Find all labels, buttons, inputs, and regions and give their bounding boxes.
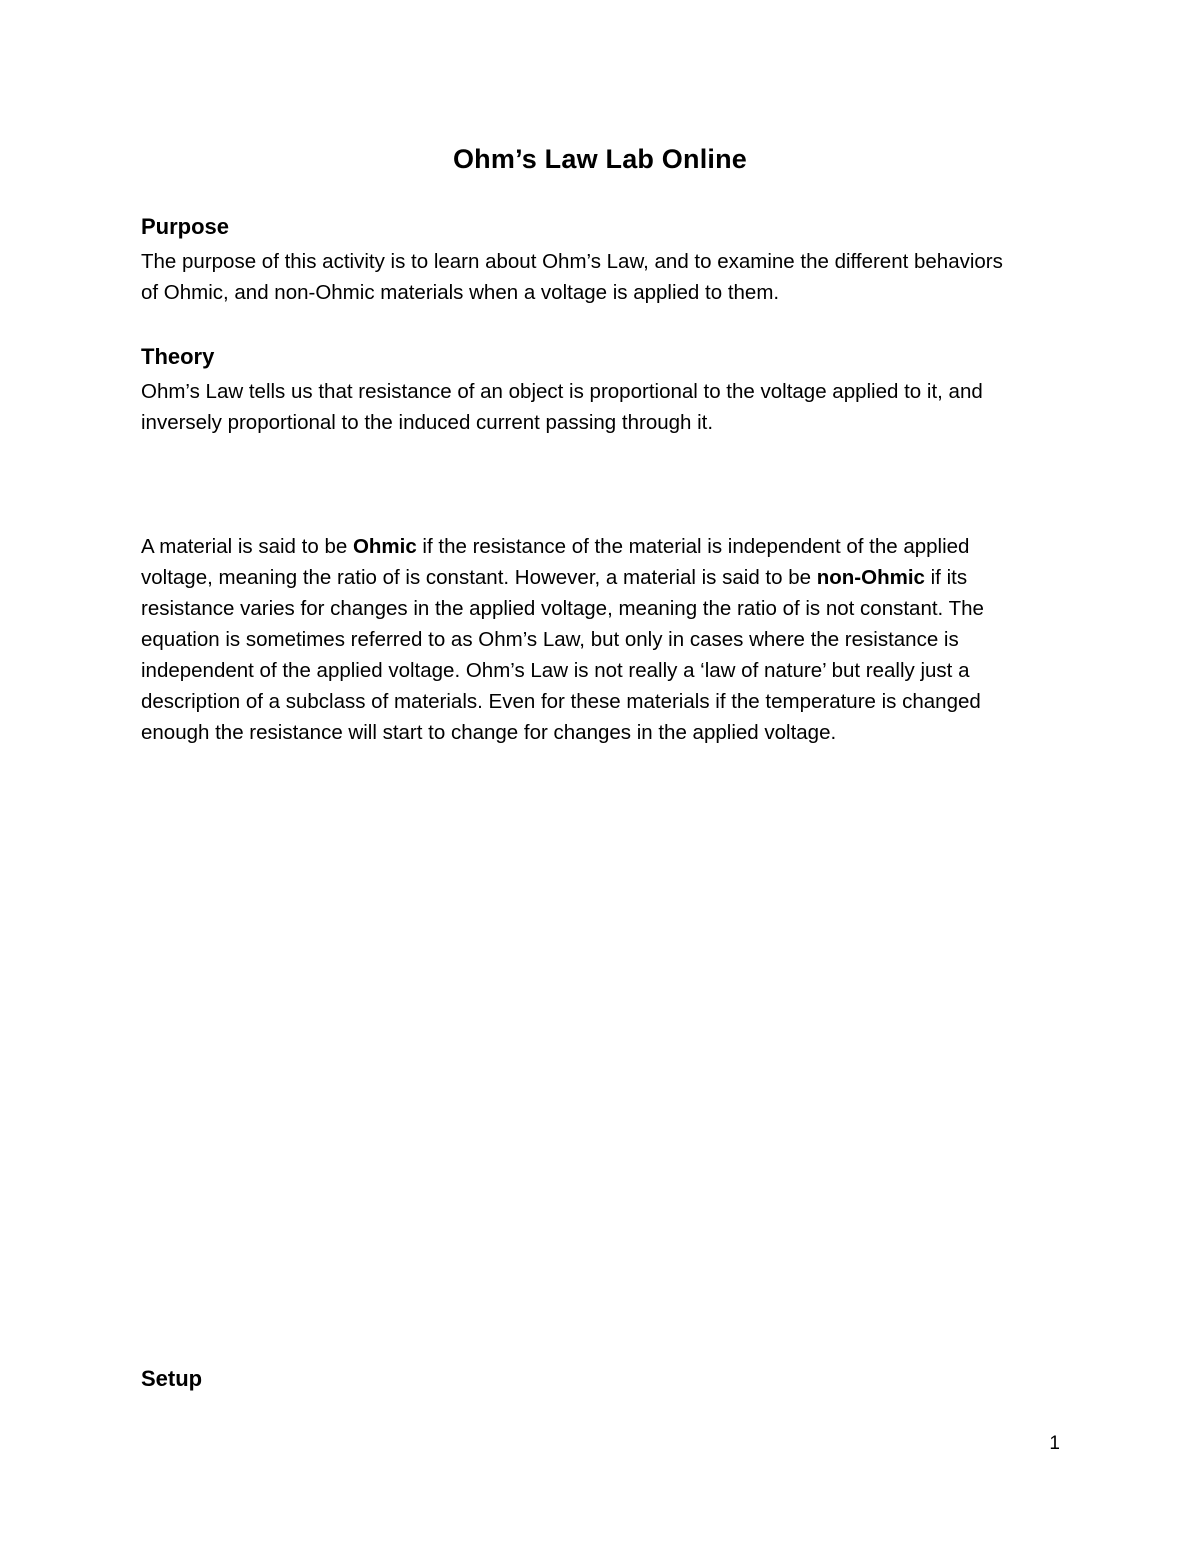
ohmic-term: Ohmic xyxy=(352,535,417,558)
ohmic-line: equation is sometimes referred to as Ohm’s Law, but only in cases where the resistance is xyxy=(141,628,959,651)
ohmic-paragraph xyxy=(141,531,1071,748)
ohmic-line: voltage, meaning the ratio of is constant. However, a material is said to be non-Ohmic if its xyxy=(141,566,968,589)
ohmic-line: independent of the applied voltage. Ohm’s Law is not really a ‘law of nature’ but really just a xyxy=(141,659,970,682)
page-number: 1 xyxy=(1049,1433,1060,1454)
ohmic-line: resistance varies for changes in the applied voltage, meaning the ratio of is not constant. The xyxy=(141,597,984,620)
non-ohmic-term: non-Ohmic xyxy=(816,566,925,589)
theory-heading: Theory xyxy=(141,344,215,369)
setup-heading: Setup xyxy=(141,1366,203,1391)
purpose-line: of Ohmic, and non-Ohmic materials when a voltage is applied to them. xyxy=(141,281,780,304)
document-title: Ohm’s Law Lab Online xyxy=(452,144,748,174)
theory-line: inversely proportional to the induced current passing through it. xyxy=(141,411,714,434)
purpose-line: The purpose of this activity is to learn about Ohm’s Law, and to examine the different behaviors xyxy=(141,250,1003,273)
purpose-heading: Purpose xyxy=(141,214,230,239)
ohmic-line: enough the resistance will start to change for changes in the applied voltage. xyxy=(141,721,837,744)
ohmic-line: description of a subclass of materials. Even for these materials if the temperature is changed xyxy=(141,690,981,713)
theory-paragraph xyxy=(141,376,1071,438)
purpose-paragraph xyxy=(141,246,1071,308)
ohmic-line: A material is said to be Ohmic if the resistance of the material is independent of the applied xyxy=(141,535,970,558)
theory-line: Ohm’s Law tells us that resistance of an object is proportional to the voltage applied to it, and xyxy=(141,380,983,403)
